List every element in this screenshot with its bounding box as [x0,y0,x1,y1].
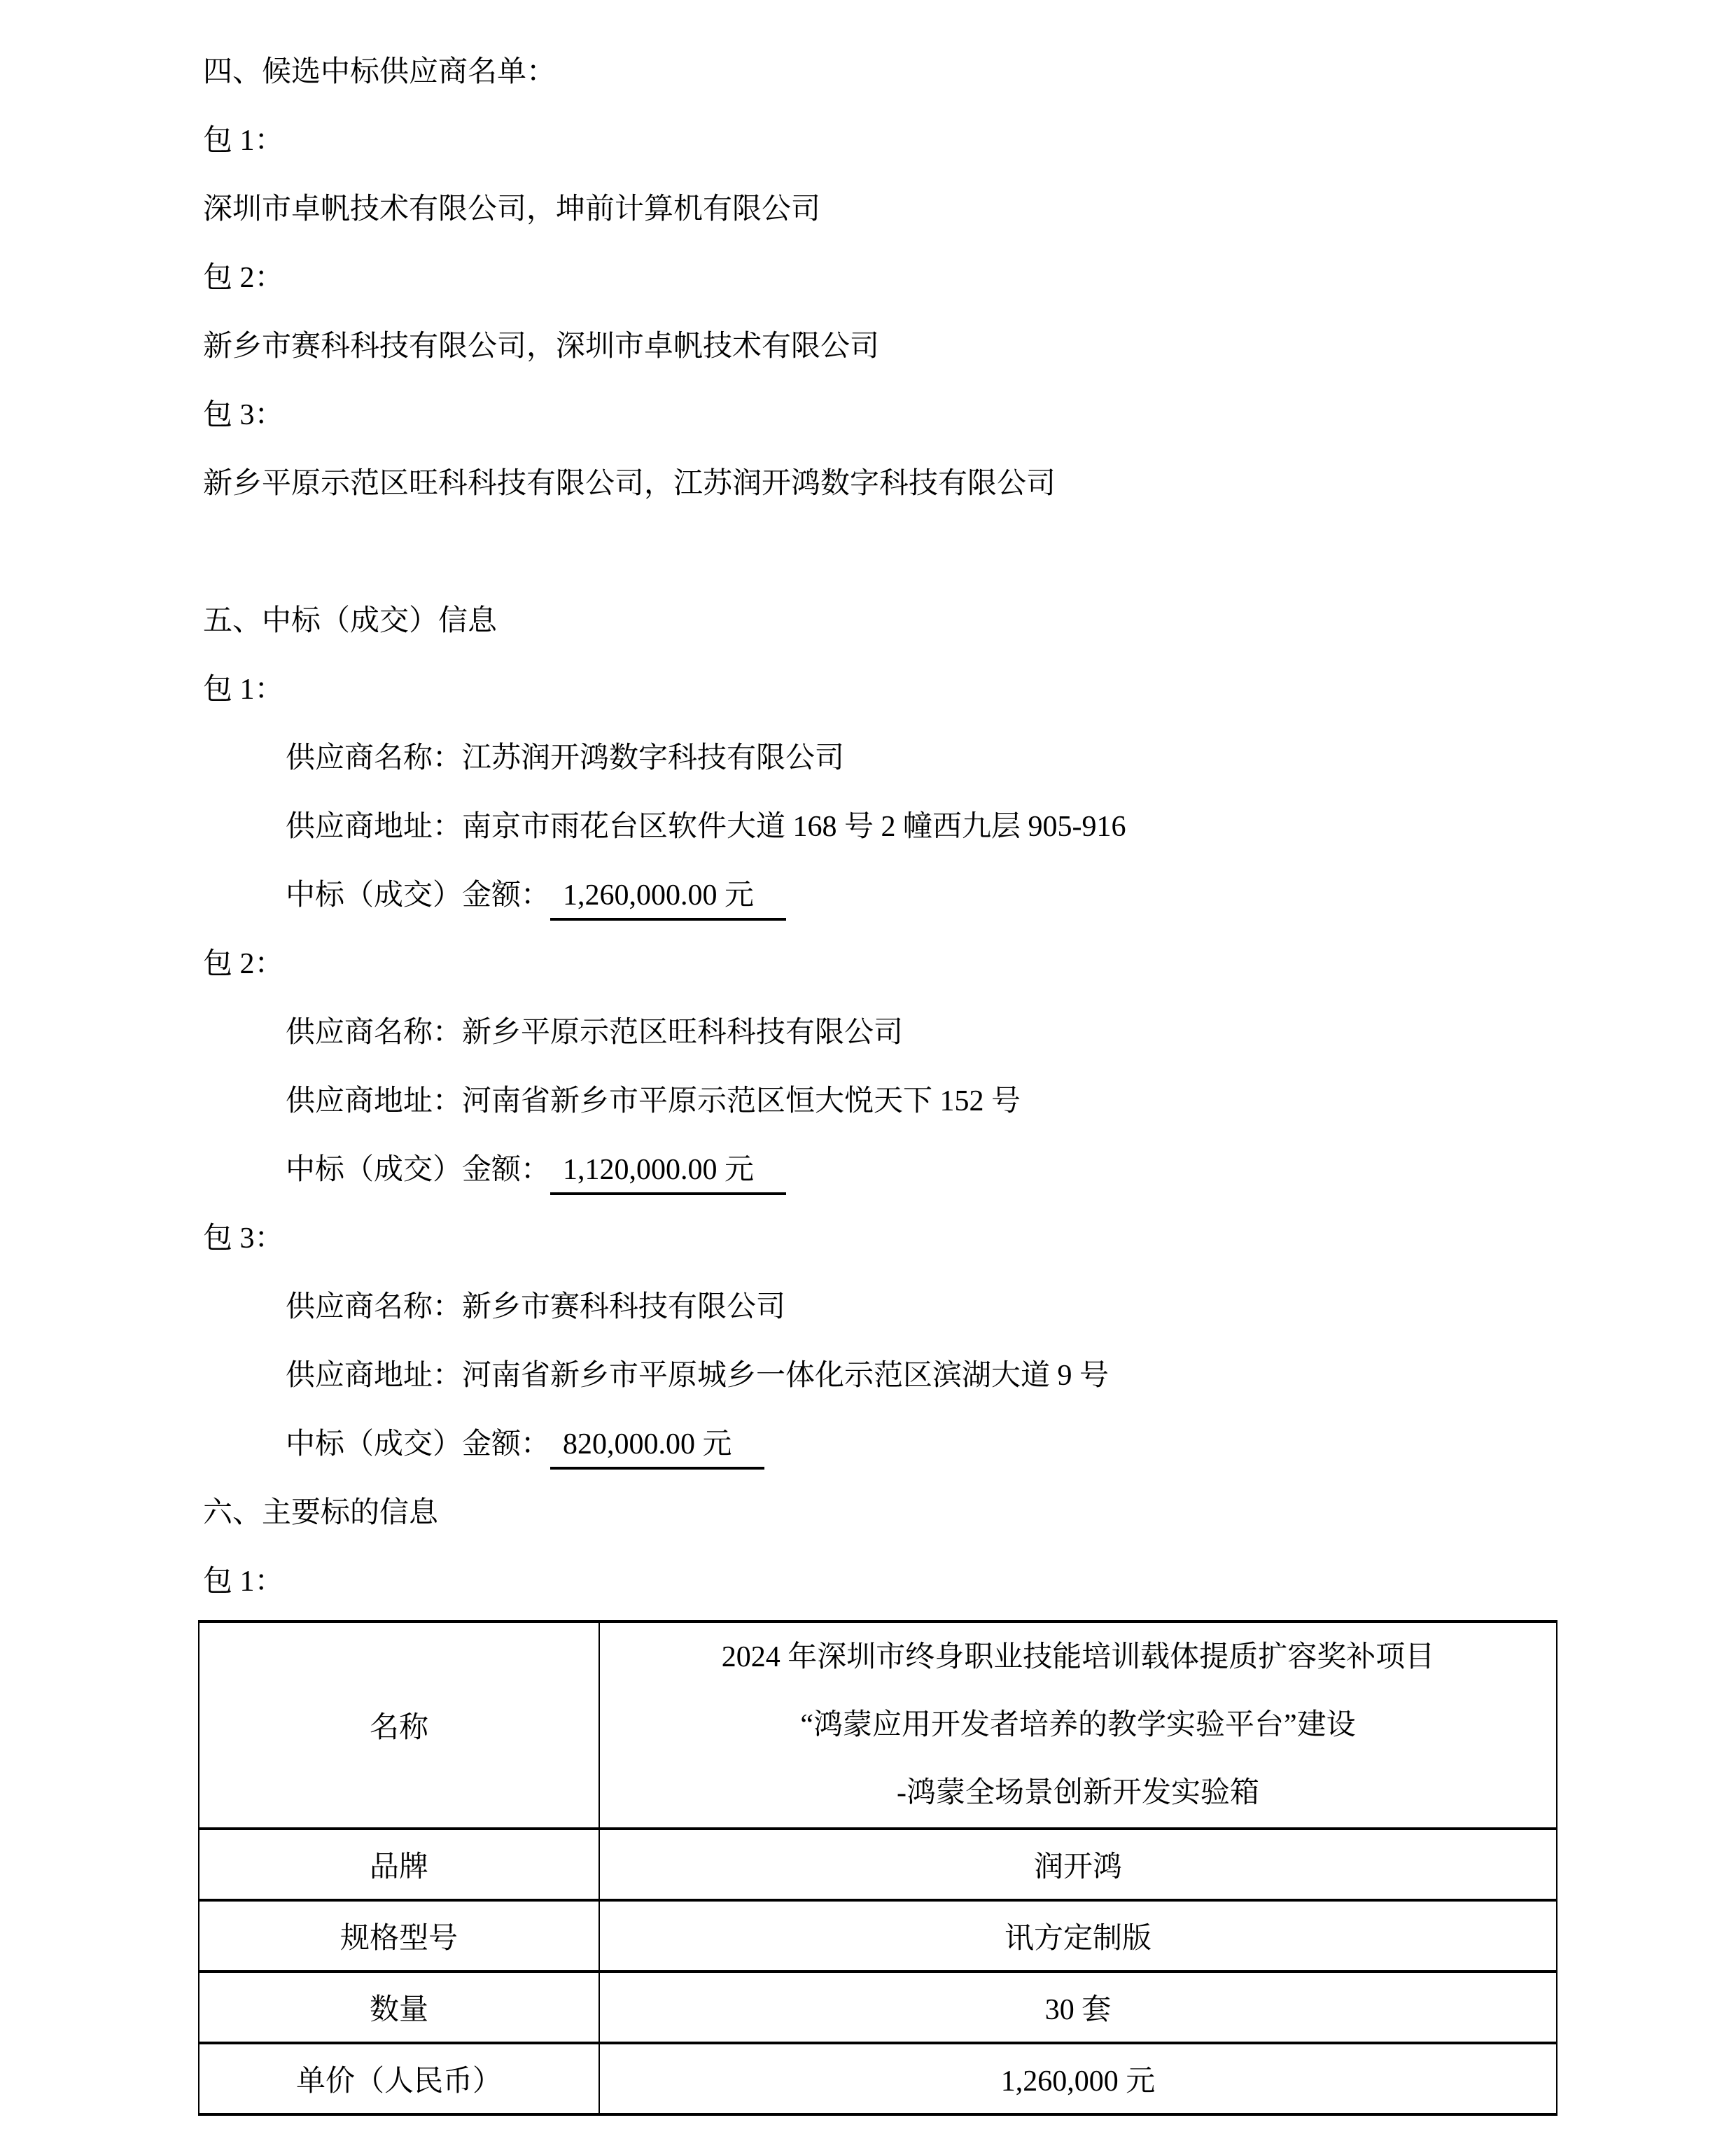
section-4-title: 四、候选中标供应商名单： [203,56,556,88]
item-name-line-1: 2024 年深圳市终身职业技能培训载体提质扩容奖补项目 [721,1640,1435,1673]
award-1-supplier-address-line [203,793,1575,861]
amount-label: 中标（成交）金额： [286,879,551,912]
award-2-supplier-name-line [203,998,1575,1067]
candidate-package-3-label: 包 3： [203,399,284,431]
subject-package-label: 包 1： [203,1565,284,1598]
section-5-title: 五、中标（成交）信息 [203,605,498,637]
table-row-brand [199,1829,1557,1900]
table-label-spec: 规格型号 [199,1900,599,1972]
candidate-package-3-suppliers: 新乡平原示范区旺科科技有限公司，江苏润开鸿数字科技有限公司 [203,468,1056,500]
candidate-package-2-suppliers: 新乡市赛科科技有限公司，深圳市卓帆技术有限公司 [203,330,880,363]
table-row-name [199,1622,1557,1829]
supplier-address-label: 供应商地址： [286,811,463,843]
table-label-unit-price: 单价（人民币） [199,2043,599,2114]
table-row-spec [199,1900,1557,1972]
award-1-package-label: 包 1： [203,674,284,706]
award-2-amount-line [203,1136,1575,1204]
award-3-package-label: 包 3： [203,1222,284,1255]
table-value-name [599,1622,1557,1829]
award-3-supplier-name: 新乡市赛科科技有限公司 [462,1291,786,1323]
supplier-address-label: 供应商地址： [286,1085,463,1117]
award-3-supplier-name-line [203,1273,1575,1341]
table-label-name: 名称 [199,1622,599,1829]
candidate-package-1-label: 包 1： [203,125,284,157]
section-6-title: 六、主要标的信息 [203,1497,439,1529]
item-name-line-3: -鸿蒙全场景创新开发实验箱 [897,1776,1259,1809]
award-3-supplier-address: 河南省新乡市平原城乡一体化示范区滨湖大道 9 号 [462,1360,1110,1392]
candidate-package-2-label: 包 2： [203,262,284,294]
item-name-line-2: “鸿蒙应用开发者培养的教学实验平台”建设 [800,1708,1356,1741]
award-1-supplier-name-line [203,724,1575,793]
supplier-name-label: 供应商名称： [286,1017,463,1049]
award-1-supplier-name: 江苏润开鸿数字科技有限公司 [462,742,845,774]
table-label-quantity: 数量 [199,1972,599,2043]
table-value-spec: 讯方定制版 [599,1900,1557,1972]
award-3-amount: 820,000.00 元 [550,1423,764,1470]
award-2-supplier-address-line [203,1067,1575,1136]
award-1-amount-line [203,861,1575,930]
subject-info-table [198,1620,1558,2116]
table-value-brand: 润开鸿 [599,1829,1557,1900]
amount-label: 中标（成交）金额： [286,1154,551,1186]
amount-label: 中标（成交）金额： [286,1428,551,1460]
award-3-supplier-address-line [203,1341,1575,1410]
supplier-name-label: 供应商名称： [286,742,463,774]
spacer-line [203,518,1575,587]
candidate-package-1-suppliers: 深圳市卓帆技术有限公司，坤前计算机有限公司 [203,193,821,225]
award-2-supplier-address: 河南省新乡市平原示范区恒大悦天下 152 号 [462,1085,1021,1117]
table-value-quantity: 30 套 [599,1972,1557,2043]
award-2-amount: 1,120,000.00 元 [550,1149,786,1195]
award-1-supplier-address: 南京市雨花台区软件大道 168 号 2 幢西九层 905-916 [462,811,1126,843]
supplier-name-label: 供应商名称： [286,1291,463,1323]
table-value-unit-price: 1,260,000 元 [599,2043,1557,2114]
award-2-package-label: 包 2： [203,948,284,980]
award-1-amount: 1,260,000.00 元 [550,874,786,921]
award-3-amount-line [203,1410,1575,1479]
table-row-quantity [199,1972,1557,2043]
table-row-unit-price [199,2043,1557,2114]
award-2-supplier-name: 新乡平原示范区旺科科技有限公司 [462,1017,904,1049]
table-label-brand: 品牌 [199,1829,599,1900]
supplier-address-label: 供应商地址： [286,1360,463,1392]
